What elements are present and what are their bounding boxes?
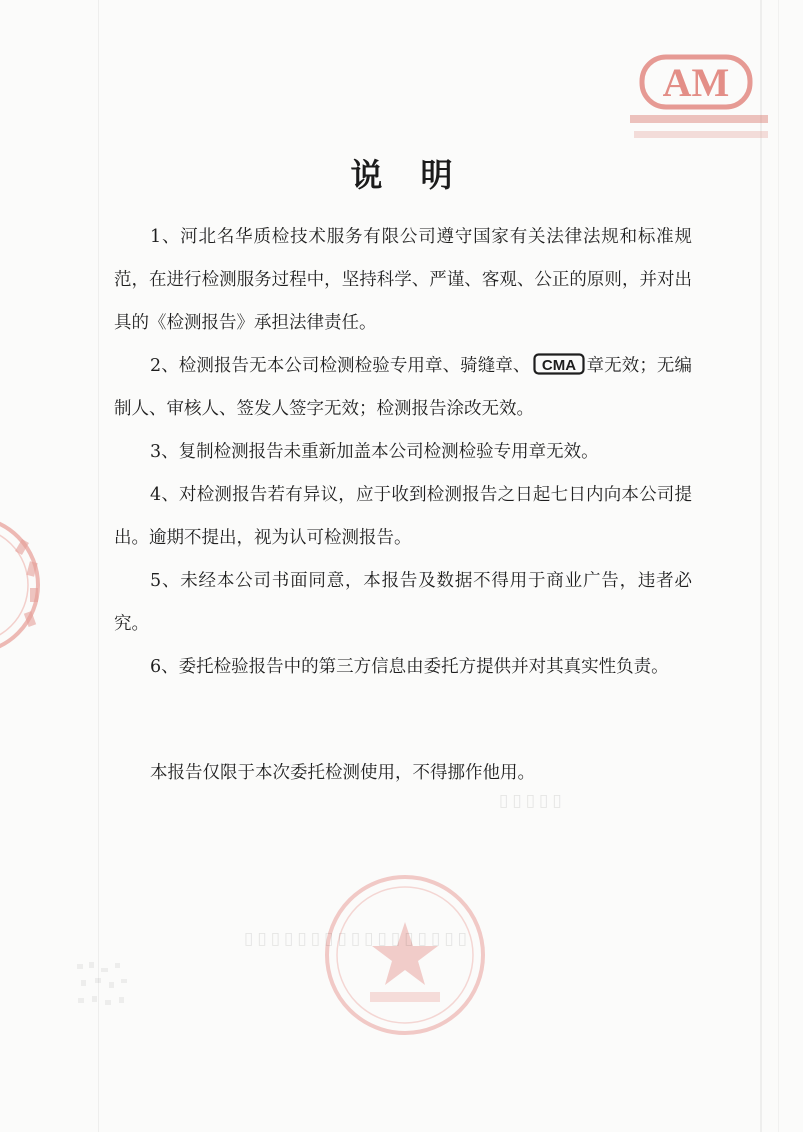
clause-4 xyxy=(114,474,692,560)
cma-mark-icon xyxy=(533,353,585,375)
scan-noise xyxy=(75,960,130,1020)
clause-3 xyxy=(114,431,692,474)
page-title: 说明 xyxy=(350,156,491,194)
clause-1-text: 1、河北名华质检技术服务有限公司遵守国家有关法律法规和标准规范，在进行检测服务过程中，坚持科学、严谨、客观、公正的原则，并对出具的《检测报告》承担法律责任。 xyxy=(114,227,692,333)
clause-3-text: 3、复制检测报告未重新加盖本公司检测检验专用章无效。 xyxy=(150,442,599,462)
clause-1 xyxy=(114,216,692,345)
clause-6 xyxy=(114,646,692,689)
left-seal-icon xyxy=(0,500,50,670)
clause-2 xyxy=(114,345,692,431)
usage-note-text: 本报告仅限于本次委托检测使用，不得挪作他用。 xyxy=(150,763,535,783)
clause-2-text-part2: 章无效；无编制人、审核人、签发人签字无效；检测报告涂改无效。 xyxy=(114,356,693,419)
clause-5-text: 5、未经本公司书面同意，本报告及数据不得用于商业广告，违者必究。 xyxy=(114,571,692,634)
bottom-seal-icon xyxy=(320,870,490,1040)
am-stamp-text: AM xyxy=(662,60,730,105)
bleed-through-text: ▯▯▯▯▯▯▯▯▯▯▯▯▯▯▯▯▯ xyxy=(240,930,468,950)
clause-2-text-part1: 2、检测报告无本公司检测检验专用章、骑缝章、 xyxy=(150,356,531,376)
am-stamp-icon xyxy=(620,45,770,155)
clause-4-text: 4、对检测报告若有异议，应于收到检测报告之日起七日内向本公司提出。逾期不提出，视为认可检测报告。 xyxy=(114,485,692,548)
cma-mark-text: CMA xyxy=(541,357,576,374)
clause-5 xyxy=(114,560,692,646)
clause-6-text: 6、委托检验报告中的第三方信息由委托方提供并对其真实性负责。 xyxy=(150,657,669,677)
usage-note xyxy=(114,752,692,795)
bleed-through-text: ▯▯▯▯▯ xyxy=(495,792,562,812)
